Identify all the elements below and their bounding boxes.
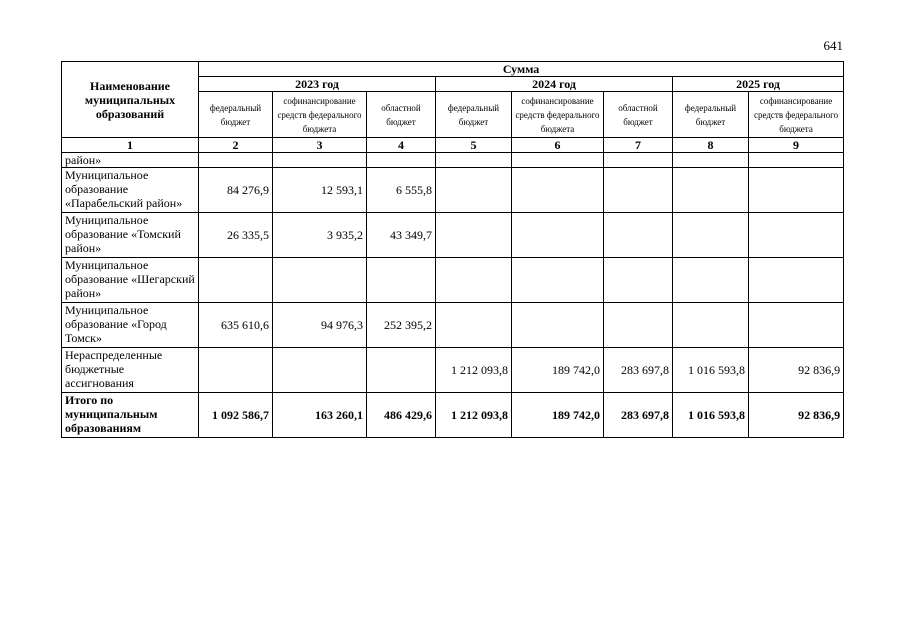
- row-name: Муниципальное образование «Шегарский район»: [62, 258, 199, 303]
- header-2023-federal: федеральный бюджет: [199, 92, 273, 138]
- header-2024-regional: областной бюджет: [604, 92, 673, 138]
- cell-value: [436, 303, 512, 348]
- total-value: 283 697,8: [604, 393, 673, 438]
- table-row: [62, 303, 844, 348]
- header-2023-cofinancing: софинансирование средств федерального бюджета: [273, 92, 367, 138]
- cell-value: 1 212 093,8: [436, 348, 512, 393]
- cell-value: [749, 303, 844, 348]
- col-number-4: 4: [367, 138, 436, 153]
- cell-value: 6 555,8: [367, 168, 436, 213]
- cell-value: [604, 303, 673, 348]
- cell-value: 1 016 593,8: [673, 348, 749, 393]
- cell-value: 26 335,5: [199, 213, 273, 258]
- row-name: Муниципальное образование «Парабельский район»: [62, 168, 199, 213]
- cell-value: 12 593,1: [273, 168, 367, 213]
- row-name: район»: [62, 153, 199, 168]
- cell-value: [512, 168, 604, 213]
- header-2024-federal: федеральный бюджет: [436, 92, 512, 138]
- col-number-5: 5: [436, 138, 512, 153]
- cell-value: [512, 303, 604, 348]
- header-2024-cofinancing: софинансирование средств федерального бюджета: [512, 92, 604, 138]
- cell-value: [673, 258, 749, 303]
- cell-value: [436, 153, 512, 168]
- col-number-1: 1: [62, 138, 199, 153]
- total-value: 189 742,0: [512, 393, 604, 438]
- row-name: Муниципальное образование «Томский район»: [62, 213, 199, 258]
- cell-value: [199, 258, 273, 303]
- col-number-3: 3: [273, 138, 367, 153]
- total-value: 1 092 586,7: [199, 393, 273, 438]
- cell-value: [512, 258, 604, 303]
- total-value: 1 016 593,8: [673, 393, 749, 438]
- header-year-2023: 2023 год: [199, 77, 436, 92]
- cell-value: [673, 213, 749, 258]
- cell-value: [673, 303, 749, 348]
- row-name: Нераспределенные бюджетные ассигнования: [62, 348, 199, 393]
- header-2025-cofinancing: софинансирование средств федерального бюджета: [749, 92, 844, 138]
- table-row: [62, 348, 844, 393]
- header-year-2024: 2024 год: [436, 77, 673, 92]
- table-row: [62, 153, 844, 168]
- cell-value: [367, 348, 436, 393]
- col-number-6: 6: [512, 138, 604, 153]
- table-row: [62, 168, 844, 213]
- page-number: 641: [823, 38, 843, 53]
- cell-value: [436, 168, 512, 213]
- cell-value: 283 697,8: [604, 348, 673, 393]
- total-value: 163 260,1: [273, 393, 367, 438]
- cell-value: [367, 258, 436, 303]
- cell-value: [673, 153, 749, 168]
- cell-value: [604, 258, 673, 303]
- cell-value: [199, 153, 273, 168]
- col-number-7: 7: [604, 138, 673, 153]
- cell-value: [273, 348, 367, 393]
- total-value: 1 212 093,8: [436, 393, 512, 438]
- cell-value: [749, 168, 844, 213]
- total-value: 92 836,9: [749, 393, 844, 438]
- cell-value: [273, 258, 367, 303]
- cell-value: [436, 213, 512, 258]
- header-year-2025: 2025 год: [673, 77, 844, 92]
- header-name-column: Наименование муниципальных образований: [62, 62, 199, 138]
- cell-value: [604, 213, 673, 258]
- cell-value: 94 976,3: [273, 303, 367, 348]
- cell-value: [512, 213, 604, 258]
- table-row: [62, 258, 844, 303]
- cell-value: 3 935,2: [273, 213, 367, 258]
- cell-value: [749, 258, 844, 303]
- header-2025-federal: федеральный бюджет: [673, 92, 749, 138]
- table-row: [62, 213, 844, 258]
- total-label: Итого по муниципальным образованиям: [62, 393, 199, 438]
- cell-value: [749, 153, 844, 168]
- row-name: Муниципальное образование «Город Томск»: [62, 303, 199, 348]
- cell-value: [749, 213, 844, 258]
- col-number-8: 8: [673, 138, 749, 153]
- cell-value: [367, 153, 436, 168]
- col-number-2: 2: [199, 138, 273, 153]
- budget-table: [61, 61, 844, 438]
- cell-value: 252 395,2: [367, 303, 436, 348]
- cell-value: [436, 258, 512, 303]
- cell-value: 92 836,9: [749, 348, 844, 393]
- cell-value: [512, 153, 604, 168]
- cell-value: 189 742,0: [512, 348, 604, 393]
- cell-value: [604, 168, 673, 213]
- cell-value: [673, 168, 749, 213]
- header-sum: Сумма: [199, 62, 844, 77]
- total-row: [62, 393, 844, 438]
- total-value: 486 429,6: [367, 393, 436, 438]
- col-number-9: 9: [749, 138, 844, 153]
- header-2023-regional: областной бюджет: [367, 92, 436, 138]
- cell-value: 635 610,6: [199, 303, 273, 348]
- cell-value: [199, 348, 273, 393]
- cell-value: [604, 153, 673, 168]
- cell-value: 84 276,9: [199, 168, 273, 213]
- cell-value: 43 349,7: [367, 213, 436, 258]
- cell-value: [273, 153, 367, 168]
